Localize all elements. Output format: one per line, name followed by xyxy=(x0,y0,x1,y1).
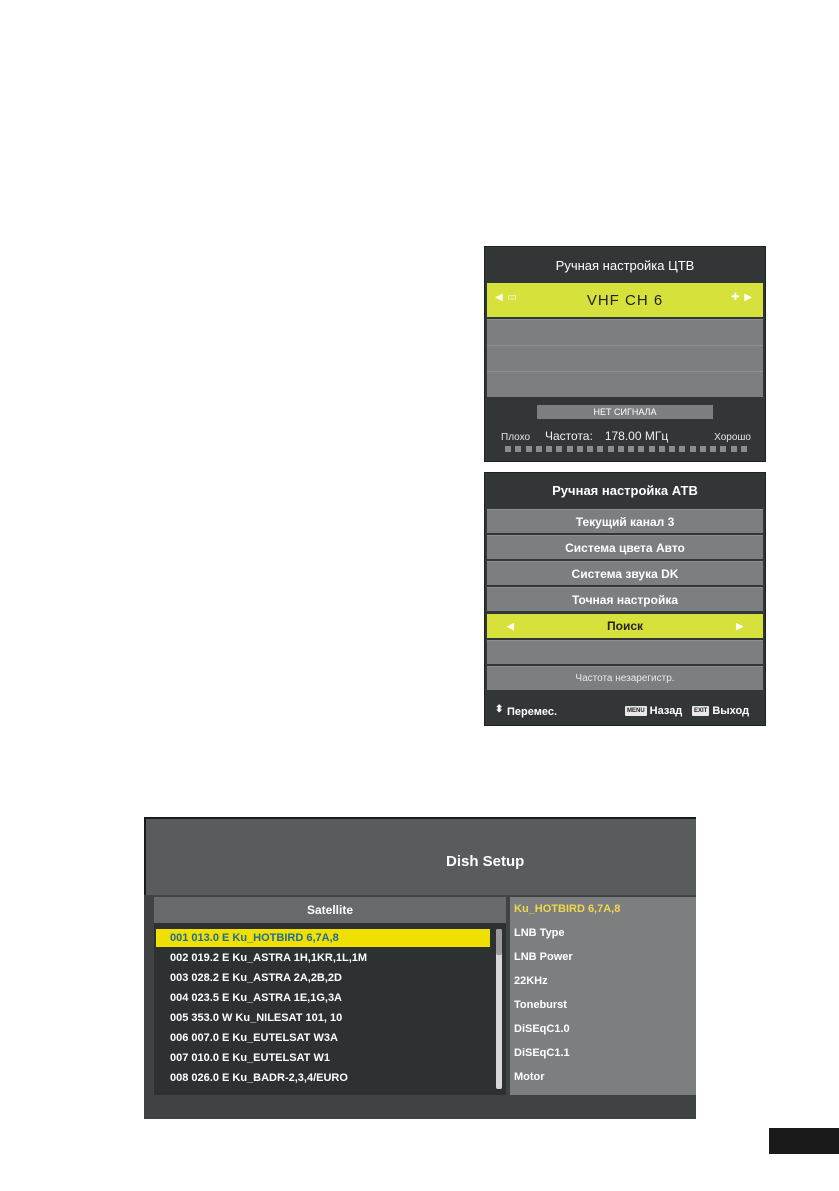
signal-meter-segment xyxy=(608,446,614,452)
menu-item-label: Система звука DK xyxy=(571,566,679,581)
up-down-arrows-icon: ⬍ xyxy=(495,704,504,715)
signal-meter-segment xyxy=(556,446,562,452)
satellite-list-item[interactable]: 001 013.0 E Ku_HOTBIRD 6,7A,8 xyxy=(156,929,490,947)
dish-setup-title: Dish Setup xyxy=(446,853,525,870)
signal-meter-segment xyxy=(741,446,747,452)
channel-selector[interactable] xyxy=(487,283,763,317)
param-motor[interactable]: Motor xyxy=(514,1071,545,1083)
param-22khz[interactable]: 22KHz xyxy=(514,975,548,987)
arrow-right-icon[interactable]: ✚ ▶ xyxy=(731,292,753,303)
frequency-value: 178.00 МГц xyxy=(604,429,669,443)
signal-meter-segment xyxy=(659,446,665,452)
exit-label: Выход xyxy=(712,705,750,717)
param-satellite-name: Ku_HOTBIRD 6,7A,8 xyxy=(514,903,621,915)
dish-setup-screen xyxy=(144,817,696,1119)
signal-meter-segment xyxy=(679,446,685,452)
page-number-tab xyxy=(769,1128,839,1154)
signal-meter-segment xyxy=(536,446,542,452)
frequency-info: Частота незарегистр. xyxy=(575,673,675,684)
signal-meter-segment xyxy=(526,446,532,452)
satellite-list-item[interactable]: 007 010.0 E Ku_EUTELSAT W1 xyxy=(170,1052,330,1064)
signal-bad-label: Плохо xyxy=(501,432,531,443)
atv-panel-footer xyxy=(485,699,765,725)
signal-meter-segment xyxy=(731,446,737,452)
empty-row xyxy=(487,345,763,371)
param-diseqc11[interactable]: DiSEqC1.1 xyxy=(514,1047,570,1059)
satellite-list-header: Satellite xyxy=(154,897,506,923)
satellite-list-item[interactable]: 005 353.0 W Ku_NILESAT 101, 10 xyxy=(170,1012,343,1024)
satellite-list-item[interactable]: 004 023.5 E Ku_ASTRA 1E,1G,3A xyxy=(170,992,343,1004)
menu-item-current-channel[interactable] xyxy=(487,509,763,533)
empty-row xyxy=(487,319,763,345)
arrow-right-icon[interactable]: ▶ xyxy=(736,620,743,631)
exit-key-icon: EXIT xyxy=(694,708,708,715)
signal-meter-segment xyxy=(515,446,521,452)
move-hint: Перемес. xyxy=(507,706,557,718)
satellite-list-item[interactable]: 002 019.2 E Ku_ASTRA 1H,1KR,1L,1M xyxy=(170,952,368,964)
satellite-list-item[interactable]: 008 026.0 E Ku_BADR-2,3,4/EURO xyxy=(170,1072,348,1084)
exit-hint[interactable] xyxy=(692,705,749,717)
menu-item-label: Текущий канал 3 xyxy=(575,514,675,529)
back-label: Назад xyxy=(649,705,683,717)
frequency-info-row xyxy=(487,666,763,690)
menu-item-fine-tune[interactable] xyxy=(487,587,763,611)
signal-meter-segment xyxy=(597,446,603,452)
signal-meter-segment xyxy=(638,446,644,452)
signal-meter-segment xyxy=(546,446,552,452)
signal-meter-segment xyxy=(649,446,655,452)
empty-row xyxy=(487,640,763,664)
empty-row xyxy=(487,371,763,397)
satellite-list-item[interactable]: 003 028.2 E Ku_ASTRA 2A,2B,2D xyxy=(170,972,342,984)
atv-panel-title: Ручная настройка АТВ xyxy=(552,482,698,498)
signal-good-label: Хорошо xyxy=(714,432,751,443)
signal-meter-segment xyxy=(567,446,573,452)
signal-meter-segment xyxy=(690,446,696,452)
arrow-left-icon[interactable]: ◀ ▭ xyxy=(495,292,518,303)
frequency-label: Частота: xyxy=(545,429,593,443)
dtv-manual-tuning-panel xyxy=(484,246,766,462)
signal-meter-segment xyxy=(710,446,716,452)
dtv-panel-title: Ручная настройка ЦТВ xyxy=(555,257,695,273)
signal-meter-segment xyxy=(618,446,624,452)
dish-setup-header xyxy=(144,817,696,895)
arrow-left-icon[interactable]: ◀ xyxy=(507,620,514,631)
signal-meter-segment xyxy=(720,446,726,452)
signal-meter-segment xyxy=(587,446,593,452)
menu-item-color-system[interactable] xyxy=(487,535,763,559)
channel-value: VHF CH 6 xyxy=(586,291,664,309)
frequency-readout xyxy=(545,429,680,443)
menu-item-search[interactable] xyxy=(487,614,763,638)
menu-key-icon: MENU xyxy=(627,708,645,715)
menu-item-label: Система цвета Авто xyxy=(565,540,685,555)
back-hint[interactable] xyxy=(625,705,682,717)
satellite-params-panel xyxy=(510,897,696,1095)
signal-meter-segment xyxy=(669,446,675,452)
menu-item-label: Поиск xyxy=(606,619,643,633)
scrollbar-thumb[interactable] xyxy=(496,929,502,955)
signal-meter-segment xyxy=(577,446,583,452)
satellite-list-item[interactable]: 006 007.0 E Ku_EUTELSAT W3A xyxy=(170,1032,338,1044)
satellite-list xyxy=(154,897,506,1095)
param-diseqc10[interactable]: DiSEqC1.0 xyxy=(514,1023,570,1035)
signal-meter-segment xyxy=(628,446,634,452)
param-toneburst[interactable]: Toneburst xyxy=(514,999,567,1011)
param-lnb-power[interactable]: LNB Power xyxy=(514,951,573,963)
param-lnb-type[interactable]: LNB Type xyxy=(514,927,565,939)
atv-manual-tuning-panel xyxy=(484,472,766,726)
menu-item-sound-system[interactable] xyxy=(487,561,763,585)
no-signal-badge: НЕТ СИГНАЛА xyxy=(537,405,713,419)
menu-item-label: Точная настройка xyxy=(571,592,679,607)
signal-meter-segment xyxy=(700,446,706,452)
signal-meter-segment xyxy=(505,446,511,452)
signal-meter xyxy=(505,446,747,452)
satellite-list-scrollbar[interactable] xyxy=(496,929,502,1089)
